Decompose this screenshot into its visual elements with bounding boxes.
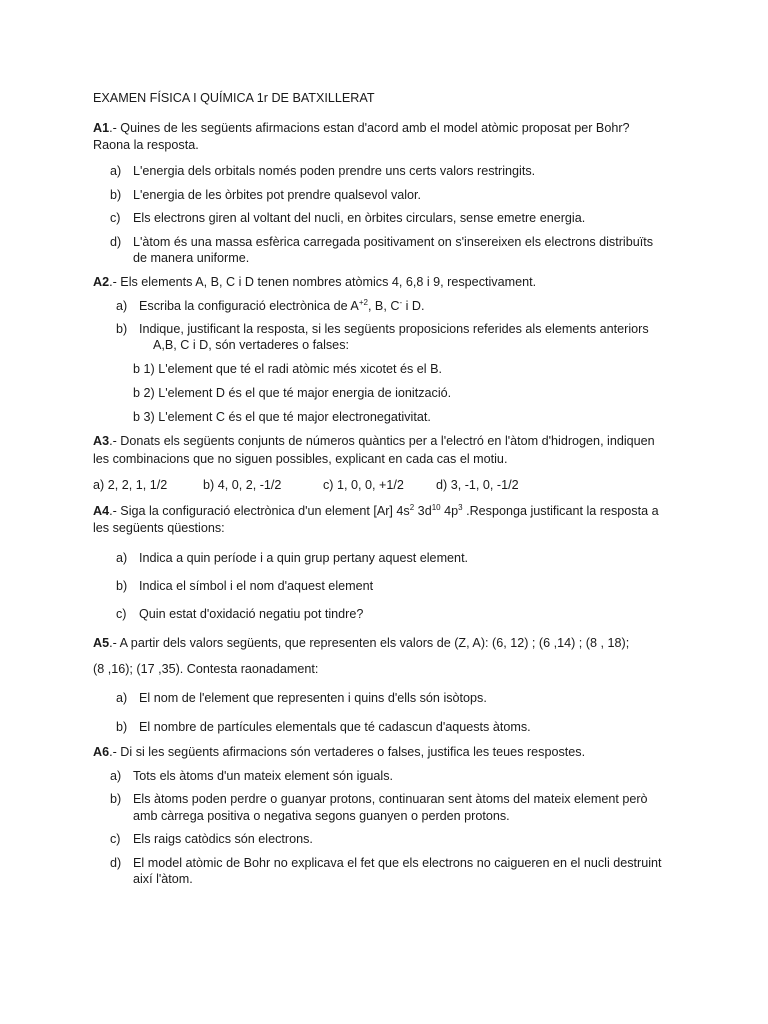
option: a) 2, 2, 1, 1/2 — [93, 478, 168, 492]
item-text: L'energia dels orbitals només poden prendre uns certs valors restringits. — [133, 164, 536, 178]
item-label: a) — [116, 691, 128, 705]
question-a3-line2: les combinacions que no siguen possibles, explicant en cada cas el motiu. — [93, 452, 508, 466]
item-label: a) — [116, 299, 128, 313]
item-label: d) — [110, 235, 122, 249]
question-a3-line1: A3.- Donats els següents conjunts de números quàntics per a l'electró en l'àtom d'hidrogen, indiquen — [93, 434, 655, 448]
item-label: b) — [116, 720, 128, 734]
question-a6-line1: A6.- Di si les següents afirmacions són vertaderes o falses, justifica les teues respostes. — [93, 745, 586, 759]
option: b) 4, 0, 2, -1/2 — [203, 478, 282, 492]
item-label: a) — [110, 769, 122, 783]
question-a5-line1: A5.- A partir dels valors següents, que representen els valors de (Z, A): (6, 12) ; (6 ,14) ; (8 , 18); — [93, 636, 630, 650]
question-a1-line2: Raona la resposta. — [93, 138, 199, 152]
item-label: a) — [116, 551, 128, 565]
item-label: a) — [110, 164, 122, 178]
question-a4-line2: les següents qüestions: — [93, 521, 225, 535]
item-text: L'àtom és una massa esfèrica carregada positivament on s'insereixen els electrons distribuïts — [133, 235, 654, 249]
option: d) 3, -1, 0, -1/2 — [436, 478, 519, 492]
question-number: A5 — [93, 636, 110, 650]
item-text: Tots els àtoms d'un mateix element són iguals. — [133, 769, 394, 783]
question-a1-line1: A1.- Quines de les següents afirmacions estan d'acord amb el model atòmic proposat per Bohr? — [93, 121, 630, 135]
item-text: Indique, justificant la resposta, si les següents proposicions referides als elements anteriors — [139, 322, 649, 336]
question-number: A3 — [93, 434, 110, 448]
item-text: El nom de l'element que representen i quins d'ells són isòtops. — [139, 691, 487, 705]
item-text: Indica el símbol i el nom d'aquest element — [139, 579, 374, 593]
sub-item: b 1) L'element que té el radi atòmic més xicotet és el B. — [133, 362, 443, 376]
item-text: El nombre de partícules elementals que té cadascun d'aquests àtoms. — [139, 720, 531, 734]
item-text: Indica a quin període i a quin grup pertany aquest element. — [139, 551, 469, 565]
item-label: c) — [110, 832, 121, 846]
option: c) 1, 0, 0, +1/2 — [323, 478, 404, 492]
question-number: A6 — [93, 745, 110, 759]
question-number: A4 — [93, 504, 110, 518]
question-a5-line2: (8 ,16); (17 ,35). Contesta raonadament: — [93, 662, 319, 676]
item-label: b) — [116, 322, 128, 336]
item-text-cont: A,B, C i D, són vertaderes o falses: — [153, 338, 349, 352]
item-text-cont: amb càrrega positiva o negativa segons guanyen o perden protons. — [133, 809, 510, 823]
item-text: Quin estat d'oxidació negatiu pot tindre? — [139, 607, 364, 621]
item-label: c) — [116, 607, 127, 621]
item-label: b) — [110, 792, 122, 806]
sub-item: b 3) L'element C és el que té major electronegativitat. — [133, 410, 431, 424]
item-text: Els electrons giren al voltant del nucli, en òrbites circulars, sense emetre energia. — [133, 211, 586, 225]
item-label: b) — [116, 579, 128, 593]
question-number: A2 — [93, 275, 110, 289]
item-label: b) — [110, 188, 122, 202]
item-text: Els raigs catòdics són electrons. — [133, 832, 313, 846]
item-text: Els àtoms poden perdre o guanyar protons, continuaran sent àtoms del mateix element però — [133, 792, 648, 806]
item-text: El model atòmic de Bohr no explicava el fet que els electrons no caigueren en el nucli destruint — [133, 856, 662, 870]
item-text-cont: de manera uniforme. — [133, 251, 250, 265]
item-label: c) — [110, 211, 121, 225]
item-text-cont: així l'àtom. — [133, 872, 193, 886]
item-text: L'energia de les òrbites pot prendre qualsevol valor. — [133, 188, 422, 202]
question-number: A1 — [93, 121, 110, 135]
exam-title: EXAMEN FÍSICA I QUÍMICA 1r DE BATXILLERAT — [93, 91, 375, 105]
item-text: Escriba la configuració electrònica de $A^{+2}$, B, C- i D. — [139, 298, 425, 313]
sub-item: b 2) L'element D és el que té major energia de ionització. — [133, 386, 452, 400]
question-a4-line1: A4.- Siga la configuració electrònica d'un element [Ar] $4s^2$ $3d^{10}$ $4p^3$ .Responga justificant la resposta a — [93, 503, 659, 518]
item-label: d) — [110, 856, 122, 870]
question-a2-line1: A2.- Els elements A, B, C i D tenen nombres atòmics 4, 6,8 i 9, respectivament. — [93, 275, 537, 289]
